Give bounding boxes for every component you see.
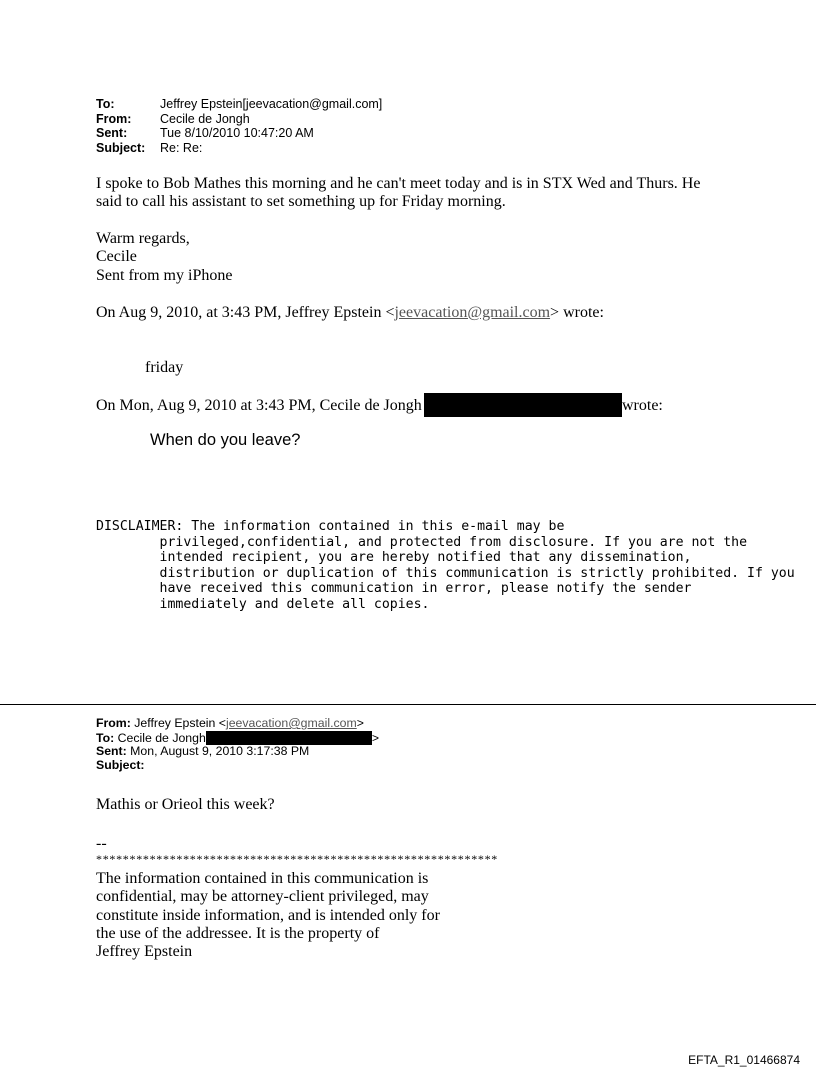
orig-from-value: Jeffrey Epstein <: [130, 716, 226, 730]
disclaimer: DISCLAIMER: The information contained in this e-mail may be privileged,confidential, and protected from disclosure. If you are not the intended recipient, you are hereby notified that any dissemination, distribution or duplication of this communication is strictly prohibited. If you have received this communication in error, please notify the sender immediately and delete all copies.: [96, 519, 795, 612]
mobile-signature: Sent from my iPhone: [96, 267, 233, 284]
orig-sent-value: Mon, August 9, 2010 3:17:38 PM: [126, 744, 310, 759]
confidential-line-2: confidential, may be attorney-client privileged, may: [96, 888, 429, 905]
email-link[interactable]: jeevacation@gmail.com: [394, 304, 551, 321]
orig-from-label: From:: [96, 716, 131, 730]
subject-value: Re: Re:: [160, 140, 203, 155]
subject-label: Subject:: [96, 140, 146, 155]
from-label: From:: [96, 111, 132, 126]
orig-subject-label: Subject:: [96, 757, 145, 772]
orig-to-close: >: [371, 730, 380, 745]
orig-from-close: >: [356, 716, 364, 730]
section-divider: [0, 704, 816, 705]
signature-stars: ************************************************************: [96, 852, 498, 866]
confidential-line-3: constitute inside information, and is intended only for: [96, 907, 440, 924]
from-value: Cecile de Jongh: [160, 111, 250, 126]
orig-to-label: To:: [96, 730, 115, 745]
original-email-header: [96, 717, 379, 772]
redaction-block: [206, 731, 372, 745]
email-header: [96, 97, 382, 155]
to-value: Jeffrey Epstein[jeevacation@gmail.com]: [160, 97, 383, 111]
to-label: To:: [96, 97, 115, 111]
quote-attribution-2-prefix: On Mon, Aug 9, 2010 at 3:43 PM, Cecile de Jongh: [96, 397, 422, 414]
quote-attribution-1: [96, 304, 604, 323]
confidential-line-4: the use of the addressee. It is the property of: [96, 925, 380, 942]
quote-2-text: When do you leave?: [150, 431, 301, 449]
quote-1-text: friday: [145, 359, 184, 376]
confidential-line-1: The information contained in this communication is: [96, 870, 429, 887]
orig-sent-label: Sent:: [96, 744, 127, 759]
quote-1-prefix: On Aug 9, 2010, at 3:43 PM, Jeffrey Epstein <: [96, 304, 395, 321]
message-line-2: said to call his assistant to set something up for Friday morning.: [96, 193, 506, 210]
quote-attribution-2-suffix: wrote:: [622, 397, 663, 414]
message-line-1: I spoke to Bob Mathes this morning and he can't meet today and is in STX Wed and Thurs. He: [96, 175, 701, 192]
sent-label: Sent:: [96, 126, 128, 140]
closing: Warm regards,: [96, 230, 190, 247]
document-id: EFTA_R1_01466874: [688, 1053, 800, 1067]
orig-to-value: Cecile de Jongh: [114, 730, 206, 745]
original-body: Mathis or Orieol this week?: [96, 796, 275, 813]
signature-dash: --: [96, 835, 107, 852]
redaction-block: [424, 393, 622, 417]
sender-name: Cecile: [96, 248, 137, 265]
confidential-line-5: Jeffrey Epstein: [96, 943, 193, 960]
orig-from-email-link[interactable]: jeevacation@gmail.com: [225, 716, 357, 730]
quote-1-suffix: > wrote:: [550, 304, 604, 321]
sent-value: Tue 8/10/2010 10:47:20 AM: [160, 126, 314, 140]
